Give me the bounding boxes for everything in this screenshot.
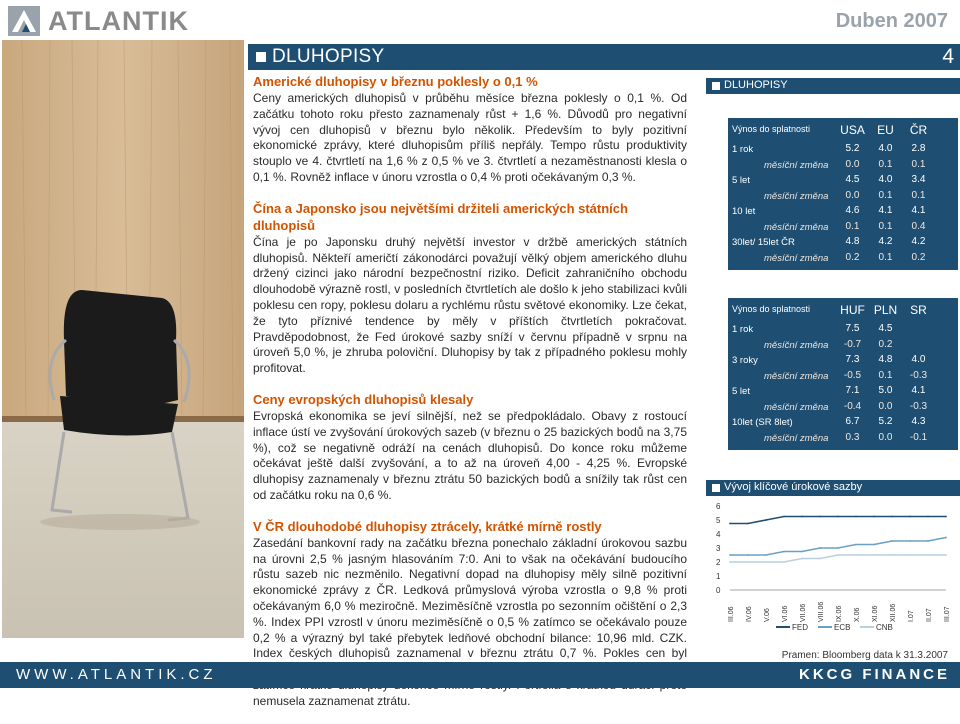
column-header: ČR (909, 123, 928, 137)
panel-title: DLUHOPISY (724, 79, 788, 91)
series-line-ecb (730, 538, 946, 556)
article (253, 200, 687, 377)
column-header: PLN (873, 303, 898, 317)
row-label: 5 let (732, 175, 750, 186)
article-body: Evropská ekonomika se jeví silnější, než se předpokládalo. Obavy z rostoucí inflace ústí ve zvyšování úrokových sazeb (v březnu o 25 bazických bodů na 3,75 %), což se negativně odráží na cenách dluhopisů. Do konce roku můžeme očekávat ještě další zvyšování, a to až na úroveň 4,00 - 4,25 %. Evropské dluhopisy zaznamenaly v březnu ztrátu 50 bazických bodů a snížily tak růst cen od začátku roku na 0,6 %. (253, 408, 687, 502)
cell-value: 0.0 (845, 158, 860, 170)
cell-value: 0.2 (845, 251, 860, 263)
row-label: měsíční změna (764, 190, 829, 202)
maturity-row (728, 384, 956, 400)
data-point (855, 516, 857, 518)
monthly-change-row (728, 400, 956, 416)
row-label: 1 rok (732, 144, 754, 155)
cell-value: 2.8 (911, 143, 926, 154)
data-point (783, 551, 785, 553)
atlantik-logo (8, 4, 188, 38)
x-tick-label: V.06 (764, 608, 771, 622)
data-point (729, 523, 731, 525)
maturity-row (728, 322, 956, 338)
row-label: měsíční změna (764, 339, 829, 351)
cell-value: 7.5 (845, 323, 860, 334)
data-point (747, 561, 749, 563)
x-tick-label: VIII.06 (818, 601, 825, 622)
cell-value: -0.3 (909, 369, 928, 381)
cell-value: 4.1 (911, 205, 926, 216)
maturity-row (728, 173, 956, 189)
section-title: DLUHOPISY (272, 46, 385, 67)
data-point (747, 554, 749, 556)
cell-value: 0.0 (878, 400, 893, 412)
maturity-row (728, 142, 956, 158)
data-point (729, 561, 731, 563)
table-rows (728, 142, 956, 266)
row-label: měsíční změna (764, 432, 829, 444)
maturity-row (728, 235, 956, 251)
cell-value: 0.0 (845, 189, 860, 201)
cell-value: 4.0 (911, 354, 926, 365)
cell-value: 5.2 (878, 416, 893, 427)
chart-header (706, 480, 960, 496)
series-line-fed (730, 517, 946, 524)
data-point (747, 523, 749, 525)
data-point (909, 516, 911, 518)
data-point (765, 561, 767, 563)
data-point (783, 561, 785, 563)
cell-value: 4.3 (911, 416, 926, 427)
cell-value: 0.4 (911, 220, 926, 232)
row-label: 1 rok (732, 324, 754, 335)
y-tick-label: 4 (716, 530, 721, 539)
data-point (927, 516, 929, 518)
y-tick-label: 6 (716, 502, 721, 511)
square-bullet-icon (712, 484, 720, 492)
data-point (819, 558, 821, 560)
data-point (945, 537, 947, 539)
cell-value: 0.1 (878, 220, 893, 232)
source-note: Pramen: Bloomberg data k 31.3.2007 (781, 650, 948, 661)
chart-title: Vývoj klíčové úrokové sazby (724, 481, 863, 493)
cell-value: 5.0 (878, 385, 893, 396)
data-point (819, 547, 821, 549)
legend-label: FED (792, 623, 808, 632)
page-number: 4 (942, 45, 954, 68)
cell-value: 0.1 (878, 189, 893, 201)
cell-value: 0.1 (911, 158, 926, 170)
cell-value: 0.1 (845, 220, 860, 232)
article-title: V ČR dlouhodobé dluhopisy ztrácely, krátké mírně rostly (253, 518, 602, 534)
table-rows (728, 322, 956, 446)
data-point (945, 516, 947, 518)
cell-value: 0.1 (878, 158, 893, 170)
data-point (801, 551, 803, 553)
cell-value: -0.1 (909, 431, 928, 443)
maturity-row (728, 415, 956, 431)
cell-value: 4.0 (878, 143, 893, 154)
x-tick-label: IX.06 (836, 605, 843, 622)
legend-label: ECB (834, 623, 851, 632)
cell-value: 0.0 (878, 431, 893, 443)
panel-header (706, 78, 960, 94)
x-tick-label: IV.06 (746, 606, 753, 622)
data-point (837, 554, 839, 556)
row-label: 10 let (732, 206, 756, 217)
x-tick-label: VI.06 (782, 605, 789, 622)
cell-value (902, 339, 935, 350)
column-header: EU (877, 123, 894, 137)
cell-value: -0.3 (909, 400, 928, 412)
cell-value: 4.5 (878, 323, 893, 334)
cell-value: 7.1 (845, 385, 860, 396)
monthly-change-row (728, 431, 956, 447)
data-point (783, 516, 785, 518)
cell-value: 5.2 (845, 143, 860, 154)
monthly-change-row (728, 338, 956, 354)
cell-value: 6.7 (845, 416, 860, 427)
data-point (909, 540, 911, 542)
article-body: Ceny amerických dluhopisů v průběhu měsíce března poklesly o 0,1 %. Od začátku tohoto roku přesto zaznamenaly růst + 1,6 %. Důvodů pro negativní vývoj cen dluhopisů v březnu bylo několik. Především to byly pozitivní ekonomické zprávy, které dluhopisům příliš nepřály. Tempo růstu produktivity stouplo ve 4. čtvrtletí na 1,6 % z 0,5 % ve 3. čtvrtletí a nezaměstnanosti klesla o 0,1 %. Rovněž inflace v únoru vzrostla o 0,4 % proti očekávaným 0,3 %. (253, 91, 687, 184)
cell-value: 0.1 (878, 251, 893, 263)
legend-label: CNB (876, 623, 893, 632)
row-label: měsíční změna (764, 370, 829, 382)
cell-value: 0.3 (845, 431, 860, 443)
cell-value: 0.1 (911, 189, 926, 201)
cell-value: 4.6 (845, 205, 860, 216)
data-point (729, 554, 731, 556)
cell-value: 0.2 (878, 338, 893, 350)
office-chair-photo (2, 40, 244, 638)
table-header-label: Výnos do splatnosti (732, 124, 811, 134)
x-tick-label: I.07 (908, 610, 915, 622)
article (253, 391, 687, 504)
row-label: 3 roky (732, 355, 758, 366)
row-label: měsíční změna (764, 252, 829, 264)
y-tick-label: 3 (716, 544, 721, 553)
row-label: 5 let (732, 386, 750, 397)
footer (0, 662, 960, 688)
series-line-cnb (730, 555, 946, 562)
data-point (891, 554, 893, 556)
maturity-row (728, 353, 956, 369)
row-label: měsíční změna (764, 221, 829, 233)
column-header: HUF (840, 303, 865, 317)
column-header: SR (910, 303, 927, 317)
row-label: 10let (SR 8let) (732, 417, 793, 428)
data-point (891, 516, 893, 518)
bonds-panel (706, 78, 960, 94)
footer-website: WWW.ATLANTIK.CZ (16, 666, 217, 683)
x-tick-label: II.07 (926, 608, 933, 622)
rates-chart-svg (706, 500, 960, 640)
table-header (728, 300, 956, 322)
data-point (873, 554, 875, 556)
cell-value: 4.2 (878, 236, 893, 247)
data-point (801, 516, 803, 518)
cell-value: 4.5 (845, 174, 860, 185)
data-point (819, 516, 821, 518)
article-body: Čína je po Japonsku druhý největší investor v držbě amerických státních dluhopisů. Někteří američtí zákonodárci považují vělký objem amerického dluhu držený cizinci jako národní bezpečnostní riziko. Deficit zahraničního obchodu dlouhodobě výrazně rostl, v posledních čtvrtletích ale došlo k jeho stabilizaci kvůli poklesu cen ropy, poklesu dolaru a rychlému růstu světové ekonomiky. Lze čekat, že tyto příznivé tendence by měly v příštích čtvrtletích pokračovat. Pravděpodobnost, že Fed úrokové sazby sníží v červnu případně v srpnu na úroveň 5,0 %, je zhruba poloviční. Dluhopisy by tak z případného poklesu mohly profitovat. (253, 234, 687, 376)
data-point (945, 554, 947, 556)
article-title: Čína a Japonsko jsou největšími držiteli amerických státních dluhopisů (253, 200, 628, 233)
article-body: Zasedání bankovní rady na začátku března ponechalo základní úrokovou sazbu na úrovni 2,5 % jasným hlasováním 7:0. Ani to však na očekávání budoucího růstu sazeb nic nezměnilo. Negativní dopad na dluhopisy měly silně pozitivní ekonomické zprávy z ČR. Ledková průmyslová výroba vzrostla o 9,8 % proti očekávaným 6,0 % meziročně. Meziměsíčně vzrostla po sezonním očištění o 2,3 %. Index PPI vzrostl v únoru meziměsíčně o 0,5 % zatímco se očekávalo pouze 0,2 % a výrazný byl také přebytek ledňové obchodní bilance: 10,96 mld. CZK. Index českých dluhopisů zaznamenal v březnu ztrátu 0,7 %. Pokles cen byl nemusela zaznamenat ztrátu. (253, 535, 687, 708)
monthly-change-row (728, 220, 956, 236)
article (253, 73, 687, 186)
cell-value: 0.1 (878, 369, 893, 381)
data-point (837, 547, 839, 549)
table-header (728, 120, 956, 142)
article-title: Americké dluhopisy v březnu poklesly o 0,1 % (253, 74, 538, 89)
monthly-change-row (728, 251, 956, 267)
cell-value: -0.4 (843, 400, 862, 412)
data-point (765, 554, 767, 556)
x-tick-label: VII.06 (800, 603, 807, 622)
cell-value: 4.1 (878, 205, 893, 216)
data-point (873, 516, 875, 518)
x-tick-label: III.07 (944, 606, 951, 622)
cell-value: 7.3 (845, 354, 860, 365)
brand-name: ATLANTIK (48, 6, 189, 36)
cell-value: 0.2 (911, 251, 926, 263)
articles-column (253, 73, 687, 724)
cell-value: 4.0 (878, 174, 893, 185)
cell-value: -0.5 (843, 369, 862, 381)
maturity-row (728, 204, 956, 220)
square-bullet-icon (712, 82, 720, 90)
data-point (927, 540, 929, 542)
data-point (909, 554, 911, 556)
table-header-label: Výnos do splatnosti (732, 304, 811, 314)
cell-value: 3.4 (911, 174, 926, 185)
x-tick-label: III.06 (728, 606, 735, 622)
y-tick-label: 1 (716, 572, 721, 581)
cell-value: -0.7 (843, 338, 862, 350)
data-point (801, 558, 803, 560)
rates-chart (706, 500, 960, 640)
column-header: USA (840, 123, 865, 137)
yield-table-majors (728, 120, 956, 266)
x-tick-label: X.06 (854, 607, 861, 622)
cell-value: 4.1 (911, 385, 926, 396)
data-point (927, 554, 929, 556)
y-tick-label: 0 (716, 586, 721, 595)
y-tick-label: 2 (716, 558, 721, 567)
data-point (837, 516, 839, 518)
row-label: měsíční změna (764, 401, 829, 413)
x-tick-label: XII.06 (890, 603, 897, 622)
row-label: měsíční změna (764, 159, 829, 171)
x-tick-label: XI.06 (872, 605, 879, 622)
data-point (855, 554, 857, 556)
cell-value: 4.2 (911, 236, 926, 247)
monthly-change-row (728, 158, 956, 174)
atlantik-logo-icon (8, 6, 40, 36)
data-point (765, 519, 767, 521)
cell-value: 4.8 (845, 236, 860, 247)
y-tick-label: 5 (716, 516, 721, 525)
cell-value (902, 323, 935, 334)
monthly-change-row (728, 369, 956, 385)
section-header (248, 44, 960, 70)
article-title: Ceny evropských dluhopisů klesaly (253, 391, 474, 407)
issue-date: Duben 2007 (835, 10, 948, 32)
cell-value: 4.8 (878, 354, 893, 365)
square-bullet-icon (256, 52, 266, 62)
data-point (873, 544, 875, 546)
data-point (855, 544, 857, 546)
monthly-change-row (728, 189, 956, 205)
data-point (891, 540, 893, 542)
yield-table-cee (728, 300, 956, 446)
row-label: 30let/ 15let ČR (732, 237, 795, 248)
footer-brand: KKCG FINANCE (799, 666, 950, 683)
